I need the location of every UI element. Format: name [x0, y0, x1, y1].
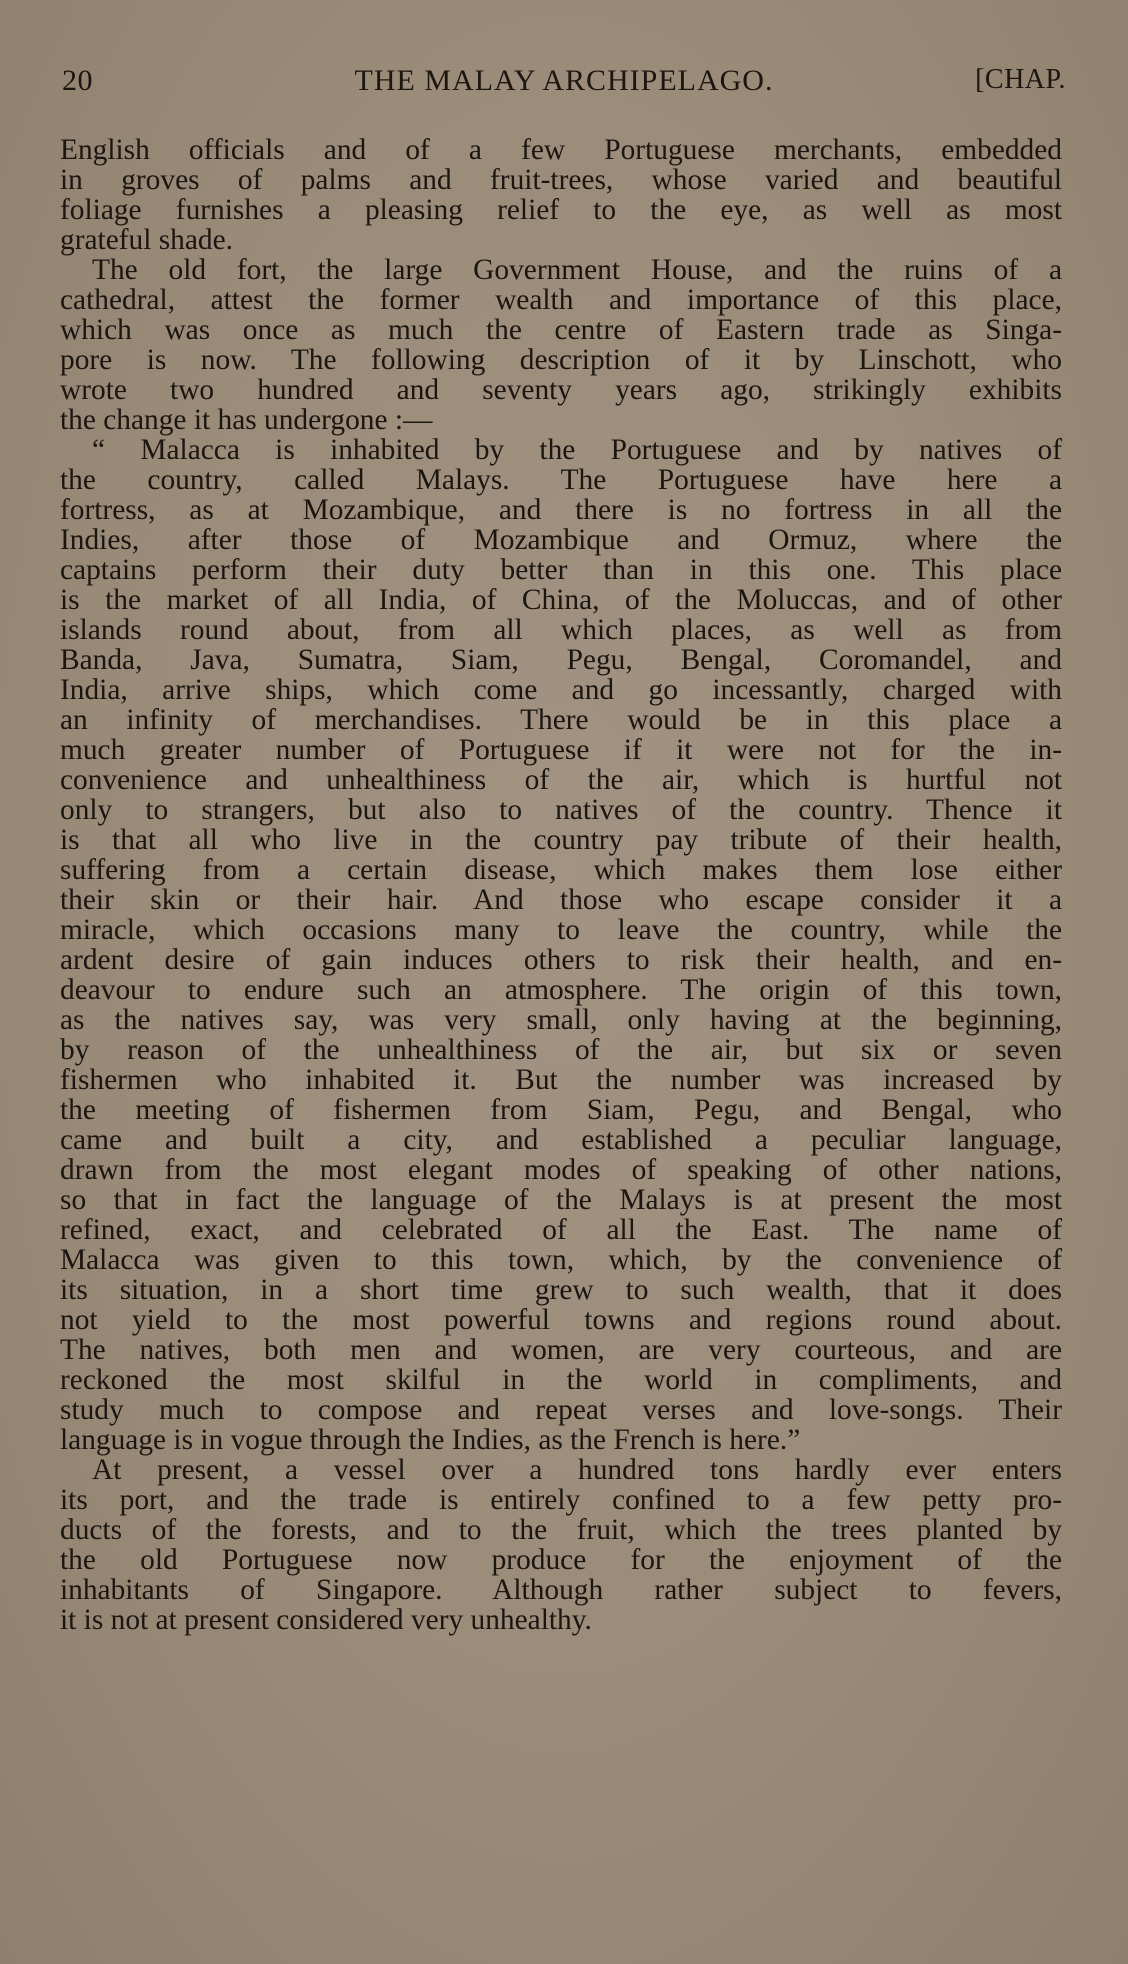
- text-line: its situation, in a short time grew to such wealth, that it does: [60, 1274, 1062, 1306]
- text-line: “ Malacca is inhabited by the Portuguese and by natives of: [92, 434, 1062, 466]
- text-line: India, arrive ships, which come and go incessantly, charged with: [60, 674, 1062, 706]
- text-line: English officials and of a few Portuguese merchants, embedded: [60, 134, 1062, 166]
- text-line: islands round about, from all which places, as well as from: [60, 614, 1062, 646]
- text-line: only to strangers, but also to natives of the country. Thence it: [60, 794, 1062, 826]
- text-line: The old fort, the large Government House, and the ruins of a: [92, 254, 1062, 286]
- text-line: by reason of the unhealthiness of the air, but six or seven: [60, 1034, 1062, 1066]
- text-line: Indies, after those of Mozambique and Ormuz, where the: [60, 524, 1062, 556]
- text-line: fortress, as at Mozambique, and there is no fortress in all the: [60, 494, 1062, 526]
- page-number: 20: [62, 64, 93, 97]
- text-line: as the natives say, was very small, only having at the beginning,: [60, 1004, 1062, 1036]
- text-line: ardent desire of gain induces others to risk their health, and en-: [60, 944, 1062, 976]
- text-line: the old Portuguese now produce for the enjoyment of the: [60, 1544, 1062, 1576]
- text-line: cathedral, attest the former wealth and importance of this place,: [60, 284, 1062, 316]
- text-line: wrote two hundred and seventy years ago, strikingly exhibits: [60, 374, 1062, 406]
- text-line: The natives, both men and women, are very courteous, and are: [60, 1334, 1062, 1366]
- text-line: so that in fact the language of the Malays is at present the most: [60, 1184, 1062, 1216]
- text-line: At present, a vessel over a hundred tons hardly ever enters: [92, 1454, 1062, 1486]
- text-line: foliage furnishes a pleasing relief to the eye, as well as most: [60, 194, 1062, 226]
- text-line: ducts of the forests, and to the fruit, which the trees planted by: [60, 1514, 1062, 1546]
- text-line: is the market of all India, of China, of the Moluccas, and of other: [60, 584, 1062, 616]
- text-line: drawn from the most elegant modes of speaking of other nations,: [60, 1154, 1062, 1186]
- text-line: study much to compose and repeat verses and love-songs. Their: [60, 1394, 1062, 1426]
- text-line: not yield to the most powerful towns and regions round about.: [60, 1304, 1062, 1336]
- running-head: [62, 64, 1066, 104]
- text-line: deavour to endure such an atmosphere. The origin of this town,: [60, 974, 1062, 1006]
- text-line: it is not at present considered very unhealthy.: [60, 1604, 592, 1636]
- book-title: THE MALAY ARCHIPELAGO.: [354, 64, 774, 97]
- text-line: pore is now. The following description of it by Linschott, who: [60, 344, 1062, 376]
- text-line: language is in vogue through the Indies, as the French is here.”: [60, 1424, 801, 1456]
- text-line: an infinity of merchandises. There would be in this place a: [60, 704, 1062, 736]
- text-line: suffering from a certain disease, which makes them lose either: [60, 854, 1062, 886]
- text-line: came and built a city, and established a peculiar language,: [60, 1124, 1062, 1156]
- text-line: which was once as much the centre of Eastern trade as Singa-: [60, 314, 1062, 346]
- text-line: convenience and unhealthiness of the air, which is hurtful not: [60, 764, 1062, 796]
- text-line: Banda, Java, Sumatra, Siam, Pegu, Bengal, Coromandel, and: [60, 644, 1062, 676]
- text-line: the country, called Malays. The Portuguese have here a: [60, 464, 1062, 496]
- text-line: grateful shade.: [60, 224, 234, 256]
- text-line: inhabitants of Singapore. Although rather subject to fevers,: [60, 1574, 1062, 1606]
- text-line: its port, and the trade is entirely confined to a few petty pro-: [60, 1484, 1062, 1516]
- text-line: fishermen who inhabited it. But the number was increased by: [60, 1064, 1062, 1096]
- text-line: their skin or their hair. And those who escape consider it a: [60, 884, 1062, 916]
- body-text: [60, 135, 1062, 1635]
- text-line: reckoned the most skilful in the world in compliments, and: [60, 1364, 1062, 1396]
- text-line: Malacca was given to this town, which, by the convenience of: [60, 1244, 1062, 1276]
- text-line: captains perform their duty better than in this one. This place: [60, 554, 1062, 586]
- text-line: is that all who live in the country pay tribute of their health,: [60, 824, 1062, 856]
- text-line: the change it has undergone :—: [60, 404, 433, 436]
- text-line: the meeting of fishermen from Siam, Pegu, and Bengal, who: [60, 1094, 1062, 1126]
- text-line: refined, exact, and celebrated of all the East. The name of: [60, 1214, 1062, 1246]
- chapter-marker: [CHAP.: [975, 64, 1066, 95]
- text-line: much greater number of Portuguese if it were not for the in-: [60, 734, 1062, 766]
- text-line: miracle, which occasions many to leave the country, while the: [60, 914, 1062, 946]
- text-line: in groves of palms and fruit-trees, whose varied and beautiful: [60, 164, 1062, 196]
